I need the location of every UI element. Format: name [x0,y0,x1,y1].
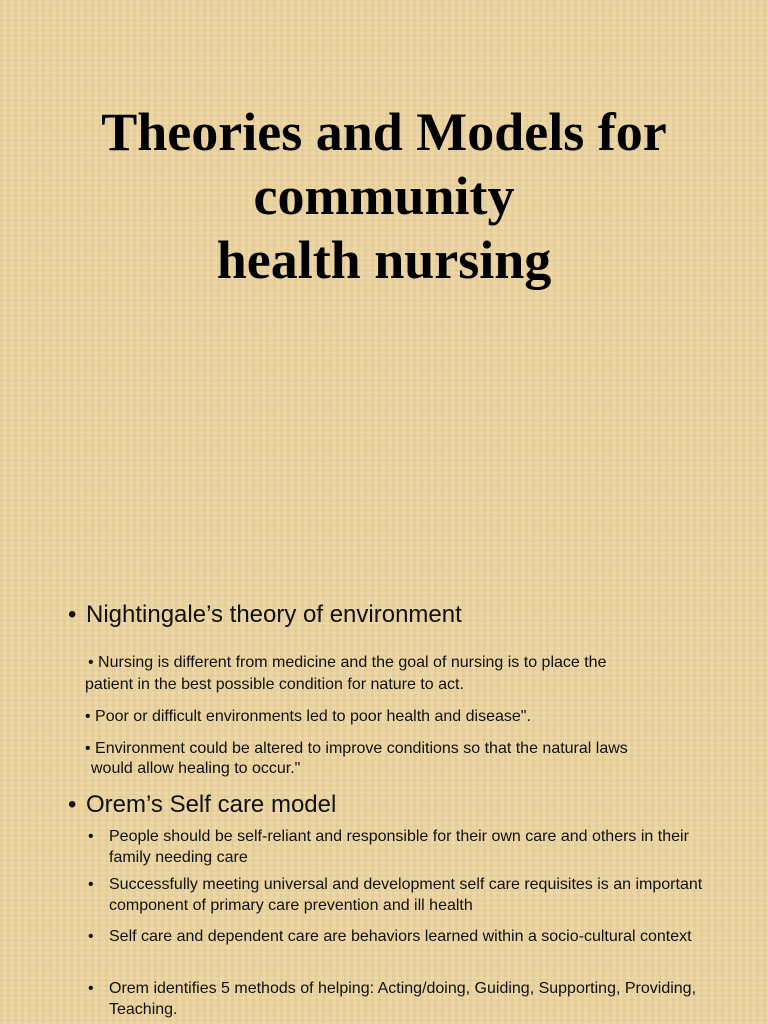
orem-point-2-text: Successfully meeting universal and development self care requisites is an important component of primary care prevention and ill health [109,876,703,914]
orem-point-4-text: Orem identifies 5 methods of helping: Acting/doing, Guiding, Supporting, Providing, Teaching. [109,980,697,1018]
nightingale-point-3-line-1: • Environment could be altered to improve conditions so that the natural laws [85,740,628,757]
nightingale-point-3 [85,738,745,780]
nightingale-point-2-line-1: • Poor or difficult environments led to poor health and disease". [85,708,531,725]
orem-point-1-text: People should be self-reliant and responsible for their own care and others in their family needing care [109,828,689,866]
orem-point-1 [88,826,728,868]
orem-heading-text: Orem’s Self care model [86,791,337,818]
orem-heading [68,790,336,820]
orem-point-3-text: Self care and dependent care are behaviors learned within a socio-cultural context [109,928,692,945]
bullet-icon: • [68,791,77,818]
bullet-icon: • [68,601,77,628]
nightingale-point-1 [85,652,745,696]
bullet-icon: • [88,828,94,845]
orem-point-2 [88,874,728,916]
page-title [20,100,748,292]
title-line-1: Theories and Models for [101,102,667,162]
orem-point-3 [88,926,728,947]
title-line-2: community [253,166,515,226]
nightingale-point-1-line-1: • Nursing is different from medicine and the goal of nursing is to place the [88,654,607,671]
nightingale-point-1-line-2: patient in the best possible condition for nature to act. [85,676,464,693]
bullet-icon: • [88,980,94,997]
title-line-3: health nursing [216,230,552,290]
bullet-icon: • [88,876,94,893]
bullet-icon: • [88,928,94,945]
nightingale-heading [68,600,462,630]
nightingale-point-2 [85,706,745,728]
nightingale-point-3-line-2: would allow healing to occur." [91,760,301,777]
nightingale-heading-text: Nightingale’s theory of environment [86,601,462,628]
orem-point-4 [88,978,728,1020]
